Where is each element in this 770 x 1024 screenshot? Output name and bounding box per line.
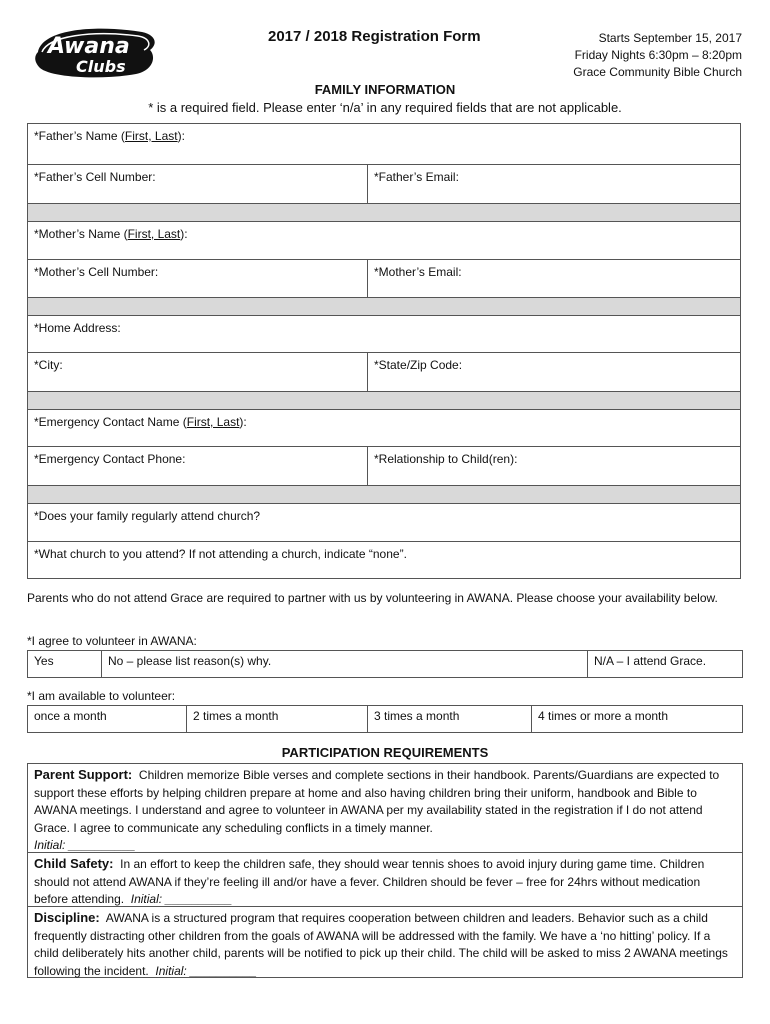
participation-requirements <box>27 763 743 978</box>
home-address-row[interactable] <box>28 316 740 353</box>
mothers-name-field[interactable]: *Mother’s Name (First, Last): <box>34 227 188 241</box>
agree-volunteer-options <box>27 650 743 678</box>
what-church-row[interactable] <box>28 542 740 578</box>
discipline-label: Discipline: <box>34 910 100 925</box>
discipline-text: AWANA is a structured program that requires cooperation between children and leaders. Behavior such as a child frequently distracting other children from the goals of AWANA will be addressed with the family. We have a ‘no hitting’ policy. If a child deliberately hits another child, parents will be notified to pick up their child. The child will be asked to miss 2 AWANA meetings following the incident. <box>34 911 728 978</box>
option-2-times[interactable]: 2 times a month <box>186 706 367 732</box>
svg-text:Awana: Awana <box>48 34 130 59</box>
separator <box>28 204 740 222</box>
church-name: Grace Community Bible Church <box>573 65 742 79</box>
family-info-table <box>27 123 741 579</box>
start-date: Starts September 15, 2017 <box>598 31 742 45</box>
parent-support-text: Children memorize Bible verses and complete sections in their handbook. Parents/Guardians are expected to support these efforts by helping children prepare at home and also having children bring their uniform, handbook and Bible to AWANA meetings. I understand and agree to volunteer in AWANA per my availability stated in the registration if I do not attend Grace. I agree to communicate any scheduling conflicts in a timely manner. <box>34 768 720 835</box>
discipline-section <box>28 906 742 978</box>
mothers-contact-row <box>28 260 740 298</box>
emergency-name-row[interactable] <box>28 410 740 447</box>
option-4-times[interactable]: 4 times or more a month <box>531 706 742 732</box>
available-volunteer-label: *I am available to volunteer: <box>27 689 176 703</box>
separator <box>28 298 740 316</box>
relationship-field[interactable]: *Relationship to Child(ren): <box>367 447 740 485</box>
child-safety-label: Child Safety: <box>34 856 114 871</box>
option-no[interactable]: No – please list reason(s) why. <box>101 651 587 677</box>
child-safety-initial[interactable]: Initial: __________ <box>130 892 233 906</box>
mothers-name-row[interactable] <box>28 222 740 260</box>
event-info <box>573 30 742 81</box>
participation-title: PARTICIPATION REQUIREMENTS <box>281 745 489 760</box>
attend-church-row[interactable] <box>28 504 740 542</box>
schedule: Friday Nights 6:30pm – 8:20pm <box>574 48 742 62</box>
option-na[interactable]: N/A – I attend Grace. <box>587 651 742 677</box>
emergency-phone-field[interactable]: *Emergency Contact Phone: <box>34 452 186 466</box>
emergency-contact-row <box>28 447 740 486</box>
what-church-field[interactable]: *What church to you attend? If not attending a church, indicate “none”. <box>34 547 407 561</box>
discipline-initial[interactable]: Initial: __________ <box>155 963 257 978</box>
parent-support-section <box>28 764 742 852</box>
child-safety-text: In an effort to keep the children safe, they should wear tennis shoes to avoid injury during game time. Children should not attend AWANA if they’re feeling ill and/or have a fever. Children should be fever – free for 24hrs without medication before attending. <box>34 857 705 906</box>
mothers-email-field[interactable]: *Mother’s Email: <box>367 260 740 297</box>
svg-text:Clubs: Clubs <box>76 57 126 76</box>
fathers-name-field[interactable]: *Father’s Name (First, Last): <box>34 129 185 143</box>
fathers-name-row[interactable] <box>28 124 740 165</box>
fathers-email-field[interactable]: *Father’s Email: <box>367 165 740 203</box>
home-address-field[interactable]: *Home Address: <box>34 321 121 335</box>
form-title: 2017 / 2018 Registration Form <box>268 28 481 45</box>
volunteer-paragraph: Parents who do not attend Grace are required to partner with us by volunteering in AWANA. Please choose your availability below. <box>27 591 718 605</box>
availability-options <box>27 705 743 733</box>
city-state-row <box>28 353 740 392</box>
required-note: * is a required field. Please enter ‘n/a’ in any required fields that are not applicable. <box>148 100 622 115</box>
state-zip-field[interactable]: *State/Zip Code: <box>367 353 740 391</box>
agree-volunteer-label: *I agree to volunteer in AWANA: <box>27 634 197 648</box>
option-yes[interactable]: Yes <box>34 654 54 668</box>
attend-church-field[interactable]: *Does your family regularly attend church? <box>34 509 261 523</box>
option-3-times[interactable]: 3 times a month <box>367 706 531 732</box>
separator <box>28 486 740 504</box>
parent-support-label: Parent Support: <box>34 767 133 782</box>
fathers-cell-field[interactable]: *Father’s Cell Number: <box>34 170 156 184</box>
option-once-a-month[interactable]: once a month <box>34 709 107 723</box>
family-info-title: FAMILY INFORMATION <box>314 82 456 97</box>
fathers-contact-row <box>28 165 740 204</box>
emergency-contact-name-field[interactable]: *Emergency Contact Name (First, Last): <box>34 415 247 429</box>
awana-clubs-logo <box>32 22 162 80</box>
city-field[interactable]: *City: <box>34 358 63 372</box>
mothers-cell-field[interactable]: *Mother’s Cell Number: <box>34 265 159 279</box>
parent-support-initial[interactable]: Initial: __________ <box>34 838 136 852</box>
separator <box>28 392 740 410</box>
child-safety-section <box>28 852 742 906</box>
